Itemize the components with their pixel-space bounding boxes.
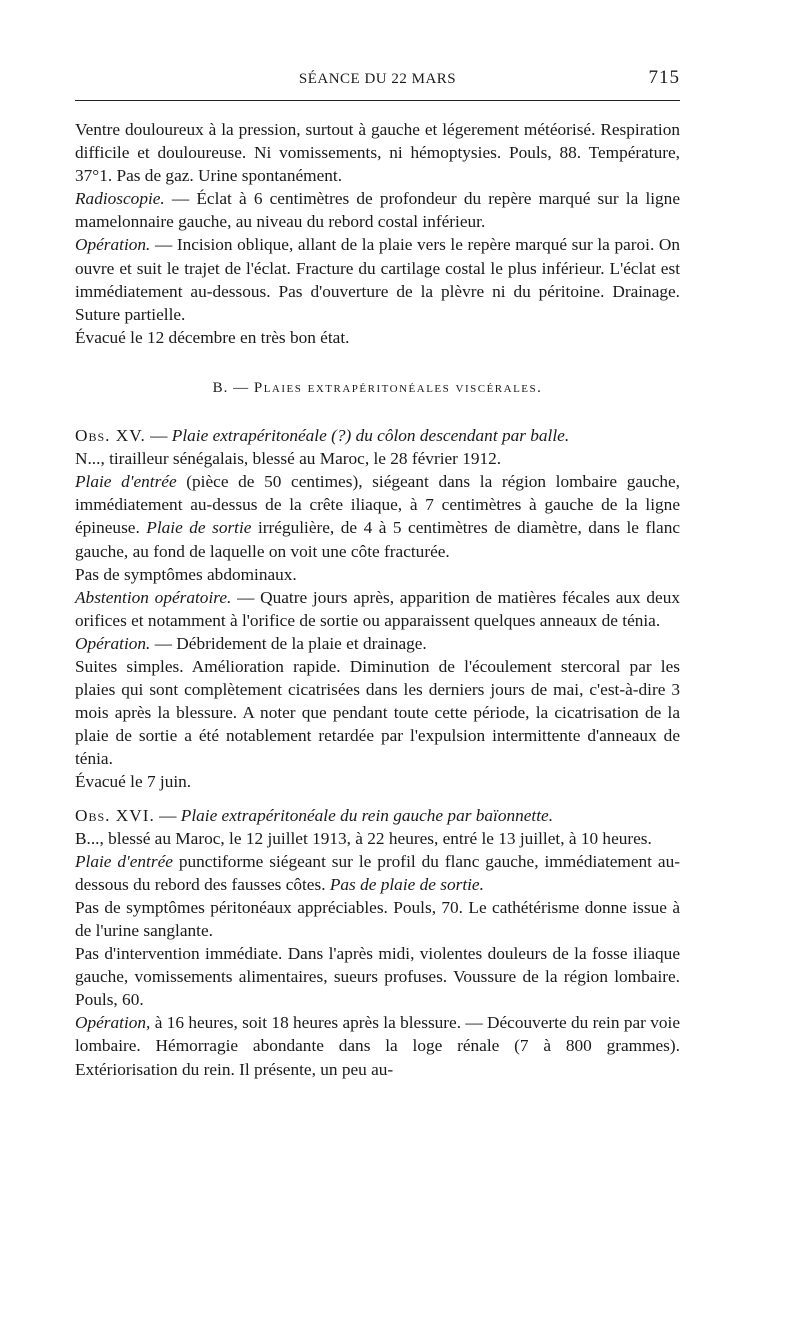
observation-title: Plaie extrapéritonéale du rein gauche par baïonnette. [180,805,554,825]
observation-heading [75,804,680,827]
paragraph-text: irrégulière, de 4 à 5 centimètres de diamètre, dans le flanc gauche, au fond de laquelle on voit une côte fracturée. [75,518,680,561]
paragraph [75,187,680,233]
paragraph: Ventre douloureux à la pression, surtout à gauche et légerement météorisé. Respiration difficile et douloureuse. Ni vomissements, ni hémoptysies. Pouls, 88. Température, 37°1. Pas de gaz. Urine spontanément. [75,120,680,186]
observation-dash: — [154,805,181,825]
paragraph [75,470,680,562]
paragraph [75,850,680,896]
paragraph-text: punctiforme siégeant sur le profil du flanc gauche, immédiatement au-dessous du rebord des fausses côtes. [75,851,680,894]
paragraph: Évacué le 12 décembre en très bon état. [75,327,350,347]
paragraph [75,632,680,655]
paragraph [75,1011,680,1080]
paragraph-label: Abstention opératoire. [75,587,232,607]
paragraph: Pas de symptômes abdominaux. [75,564,297,584]
paragraph-text: — Incision oblique, allant de la plaie vers le repère marqué sur la paroi. On ouvre et suit le trajet de l'éclat. Fracture du cartilage costal le plus inférieur. L'éclat est immédiatement au-dessous. Pas d'ouverture de la plèvre ni du péritoine. Drainage. Suture partielle. [75,235,680,324]
paragraph-text: (pièce de 50 centimes), siégeant dans la région lombaire gauche, immédiatement au-dessus de la crête iliaque, à 7 centimètres à gauche de la ligne épineuse. [75,472,680,538]
section-title: Plaies extrapéritonéales viscérales. [253,379,543,396]
paragraph-label: Plaie de sortie [146,518,252,538]
paragraph [75,586,680,632]
paragraph-text: — Quatre jours après, apparition de matières fécales aux deux orifices et notamment à l'orifice de sortie ou apparaissent quelques anneaux de ténia. [75,587,681,630]
paragraph-text: — Éclat à 6 centimètres de profondeur du repère marqué sur la ligne mamelonnaire gauche, au niveau du rebord costal inférieur. [75,189,680,232]
spacer [75,794,680,804]
observation-title: Plaie extrapéritonéale (?) du côlon descendant par balle. [171,426,570,446]
paragraph: Pas de symptômes péritonéaux appréciables. Pouls, 70. Le cathétérisme donne issue à de l'urine sanglante. [75,897,680,940]
observation-label: Obs. XV. [75,426,146,446]
page-body [75,118,680,1081]
page-number: 715 [648,67,680,88]
paragraph-label: Plaie d'entrée [75,472,177,492]
paragraph-label: Plaie d'entrée [75,851,173,871]
observation-heading [75,424,680,447]
header-rule [75,100,680,101]
paragraph: Suites simples. Amélioration rapide. Diminution de l'écoulement stercoral par les plaies qui sont complètement cicatrisées dans les derniers jours de mai, c'est-à-dire 3 mois après la blessure. A noter que pendant toute cette période, la cicatrisation de la plaie de sortie a été notablement retardée par l'expulsion intermittente d'anneaux de ténia. [75,656,680,769]
paragraph-label: Opération. [75,235,151,255]
paragraph: B..., blessé au Maroc, le 12 juillet 1913, à 22 heures, entré le 13 juillet, à 10 heures. [75,828,652,848]
paragraph-label: Pas de plaie de sortie. [329,874,484,894]
header-title: SÉANCE DU 22 MARS [298,70,457,87]
paragraph: N..., tirailleur sénégalais, blessé au Maroc, le 28 février 1912. [75,449,502,469]
observation-label: Obs. XVI. [75,805,155,825]
paragraph: Pas d'intervention immédiate. Dans l'après midi, violentes douleurs de la fosse iliaque gauche, vomissements alimentaires, sueurs profuses. Voussure de la région lombaire. Pouls, 60. [75,944,680,1010]
paragraph-text: — Débridement de la plaie et drainage. [150,633,427,653]
observation-dash: — [145,426,172,446]
paragraph-label: Radioscopie. [75,189,165,209]
paragraph-text: à 16 heures, soit 18 heures après la blessure. — Découverte du rein par voie lombaire. Hémorragie abondante dans la loge rénale (7 à 800 grammes). Extériorisation du rein. Il présente, un peu au- [75,1013,680,1079]
section-letter: B. — [212,379,250,396]
section-heading [75,377,680,400]
paragraph-label: Opération. [75,633,151,653]
paragraph-label: Opération, [75,1013,151,1033]
paragraph [75,233,680,325]
paragraph: Évacué le 7 juin. [75,772,192,792]
running-header [75,64,680,94]
